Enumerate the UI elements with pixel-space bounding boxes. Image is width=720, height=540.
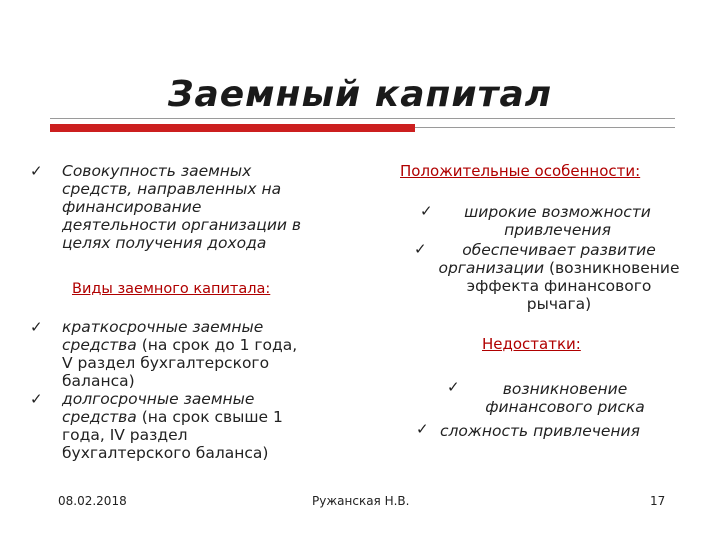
footer-date: 08.02.2018 [58,494,127,508]
title-rule-red [50,124,415,132]
definition-text: Совокупность заемных средств, направленных на финансирование деятельности организации в целях получения дохода [62,162,302,252]
title-rule-grey [50,118,675,119]
slide-title: Заемный капитал [167,74,553,115]
title-rule-grey-right [415,127,675,128]
types-heading: Виды заемного капитала: [72,281,271,297]
advantages-heading: Положительные особенности: [400,162,641,180]
long-term-item: долгосрочные заемные средства (на срок свыше 1 года, IV раздел бухгалтерского баланса) [62,390,283,462]
checkmark-icon: ✓ [447,378,460,396]
footer-author: Ружанская Н.В. [312,494,410,508]
checkmark-icon: ✓ [416,420,429,438]
checkmark-icon: ✓ [30,390,43,408]
checkmark-icon: ✓ [414,240,427,258]
checkmark-icon: ✓ [30,162,43,180]
disadvantage-1: возникновение финансового риска [485,380,645,416]
disadvantage-2: сложность привлечения [440,422,640,440]
short-term-item: краткосрочные заемные средства (на срок до 1 года, V раздел бухгалтерского баланса) [62,318,298,390]
advantage-1: широкие возможности привлечения [464,203,651,239]
checkmark-icon: ✓ [420,202,433,220]
disadvantages-heading: Недостатки: [482,335,581,353]
footer-page-number: 17 [650,494,666,508]
checkmark-icon: ✓ [30,318,43,336]
advantage-2: обеспечивает развитие организации (возникновение эффекта финансового рычага) [438,241,680,313]
